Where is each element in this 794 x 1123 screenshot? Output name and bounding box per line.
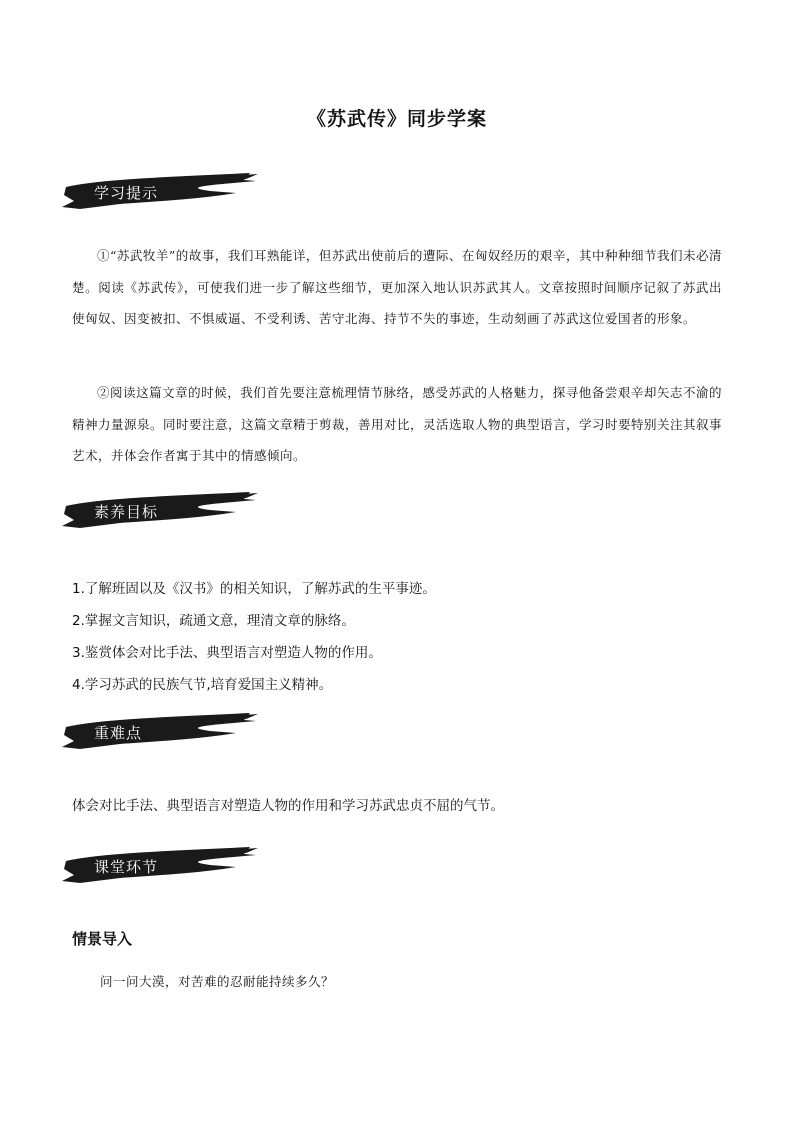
section-banner-class-steps (60, 845, 260, 889)
brush-stroke-icon (60, 171, 260, 215)
document-title: 《苏武传》同步学案 (306, 108, 487, 130)
scene-intro-heading: 情景导入 (72, 930, 133, 948)
brush-stroke-icon (60, 845, 260, 889)
intro-question: 问一问大漠，对苦难的忍耐能持续多久？ (100, 974, 335, 989)
section-heading: 课堂环节 (94, 858, 159, 876)
section-heading: 学习提示 (94, 184, 159, 202)
goal-item: 1.了解班固以及《汉书》的相关知识，了解苏武的生平事迹。 (72, 581, 436, 597)
key-points-text: 体会对比手法、典型语言对塑造人物的作用和学习苏武忠贞不屈的气节。 (72, 798, 504, 814)
tip-paragraph-1: ①“苏武牧羊”的故事，我们耳熟能详，但苏武出使前后的遭际、在匈奴经历的艰辛，其中种种细节我们未必清楚。阅读《苏武传》，可使我们进一步了解这些细节，更加深入地认识苏武其人。文章按照时间顺序记叙了苏武出使匈奴、因变被扣、不惧威逼、不受利诱、苦守北海、持节不失的事迹，生动刻画了苏武这位爱国者的形象。 (72, 248, 722, 326)
section-heading: 重难点 (94, 724, 143, 742)
goal-item: 3.鉴赏体会对比手法、典型语言对塑造人物的作用。 (72, 645, 382, 661)
section-heading: 素养目标 (94, 503, 159, 521)
section-banner-goals (60, 490, 260, 534)
goal-item: 2.掌握文言知识，疏通文意，理清文章的脉络。 (72, 613, 355, 629)
tip-paragraph-2: ②阅读这篇文章的时候，我们首先要注意梳理情节脉络，感受苏武的人格魅力，探寻他备尝艰辛却矢志不渝的精神力量源泉。同时要注意，这篇文章精于剪裁，善用对比，灵活选取人物的典型语言，学习时要特别关注其叙事艺术，并体会作者寓于其中的情感倾向。 (72, 385, 723, 463)
brush-stroke-icon (60, 490, 260, 534)
goal-item: 4.学习苏武的民族气节,培育爱国主义精神。 (72, 677, 333, 693)
brush-stroke-icon (60, 711, 260, 755)
section-banner-study-tips (60, 171, 260, 215)
section-banner-key-points (60, 711, 260, 755)
goals-list (72, 578, 722, 706)
